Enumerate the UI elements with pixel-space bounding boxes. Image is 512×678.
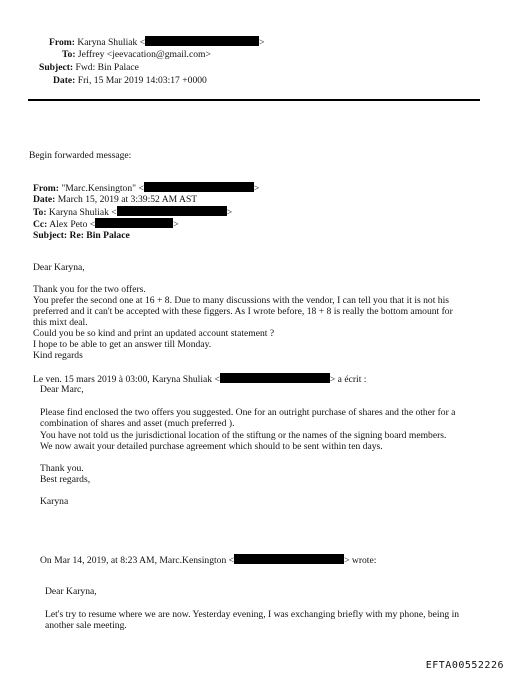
quote1-signature: Karyna (40, 496, 69, 507)
msg1-line: Kind regards (33, 350, 83, 361)
quote2-line: another sale meeting. (45, 620, 127, 631)
fwd-to-row: To: Karyna Shuliak < > (33, 207, 233, 218)
quote1-line: combination of shares and asset (much preferred ). (40, 418, 235, 429)
header-divider (28, 99, 480, 101)
quote2-intro: On Mar 14, 2019, at 8:23 AM, Marc.Kensington < > wrote: (40, 555, 377, 566)
quote1-line: You have not told us the jurisdictional location of the stiftung or the names of the signing board members. (40, 430, 447, 441)
msg1-line: I hope to be able to get an answer till Monday. (33, 339, 212, 350)
fwd-from-row: From: "Marc.Kensington" < > (33, 183, 260, 194)
redaction-block (220, 373, 330, 383)
msg1-line: this mixt deal. (33, 317, 88, 328)
redaction-block (145, 36, 259, 46)
quote1-intro: Le ven. 15 mars 2019 à 03:00, Karyna Shuliak < > a écrit : (33, 374, 367, 385)
msg1-line: Thank you for the two offers. (33, 284, 146, 295)
fwd-cc-row: Cc: Alex Peto < > (33, 219, 179, 230)
msg1-line: preferred and it can't be accepted with these figgers. As I wrote before, 18 + 8 is really the bottom amount for (33, 306, 453, 317)
quote1-regards: Best regards, (40, 474, 91, 485)
header-to-row: To: Jeffrey <jeevacation@gmail.com> (62, 49, 211, 60)
redaction-block (144, 182, 254, 192)
redaction-block (117, 206, 227, 216)
msg1-line: You prefer the second one at 16 + 8. Due to many discussions with the vendor, I can tell you that it is not his (33, 295, 449, 306)
quote2-greeting: Dear Karyna, (45, 586, 97, 597)
msg1-line: Could you be so kind and print an updated account statement ? (33, 328, 275, 339)
redaction-block (95, 218, 173, 228)
quote1-line: We now await your detailed purchase agreement which should to be sent within ten days. (40, 441, 383, 452)
redaction-block (234, 554, 344, 564)
fwd-subject-row: Subject: Re: Bin Palace (33, 230, 130, 241)
header-date-row: Date: Fri, 15 Mar 2019 14:03:17 +0000 (53, 75, 207, 86)
quote1-thanks: Thank you. (40, 463, 84, 474)
quote2-line: Let's try to resume where we are now. Yesterday evening, I was exchanging briefly with my phone, being in (45, 609, 460, 620)
begin-forwarded: Begin forwarded message: (29, 150, 132, 161)
quote1-greeting: Dear Marc, (40, 384, 84, 395)
header-subject-row: Subject: Fwd: Bin Palace (39, 62, 139, 73)
document-id-stamp: EFTA00552226 (425, 660, 504, 671)
msg1-greeting: Dear Karyna, (33, 262, 85, 273)
fwd-date-row: Date: March 15, 2019 at 3:39:52 AM AST (33, 194, 198, 205)
header-from-row: From: Karyna Shuliak < > (49, 37, 265, 48)
quote1-line: Please find enclosed the two offers you suggested. One for an outright purchase of shares and the other for a (40, 407, 456, 418)
